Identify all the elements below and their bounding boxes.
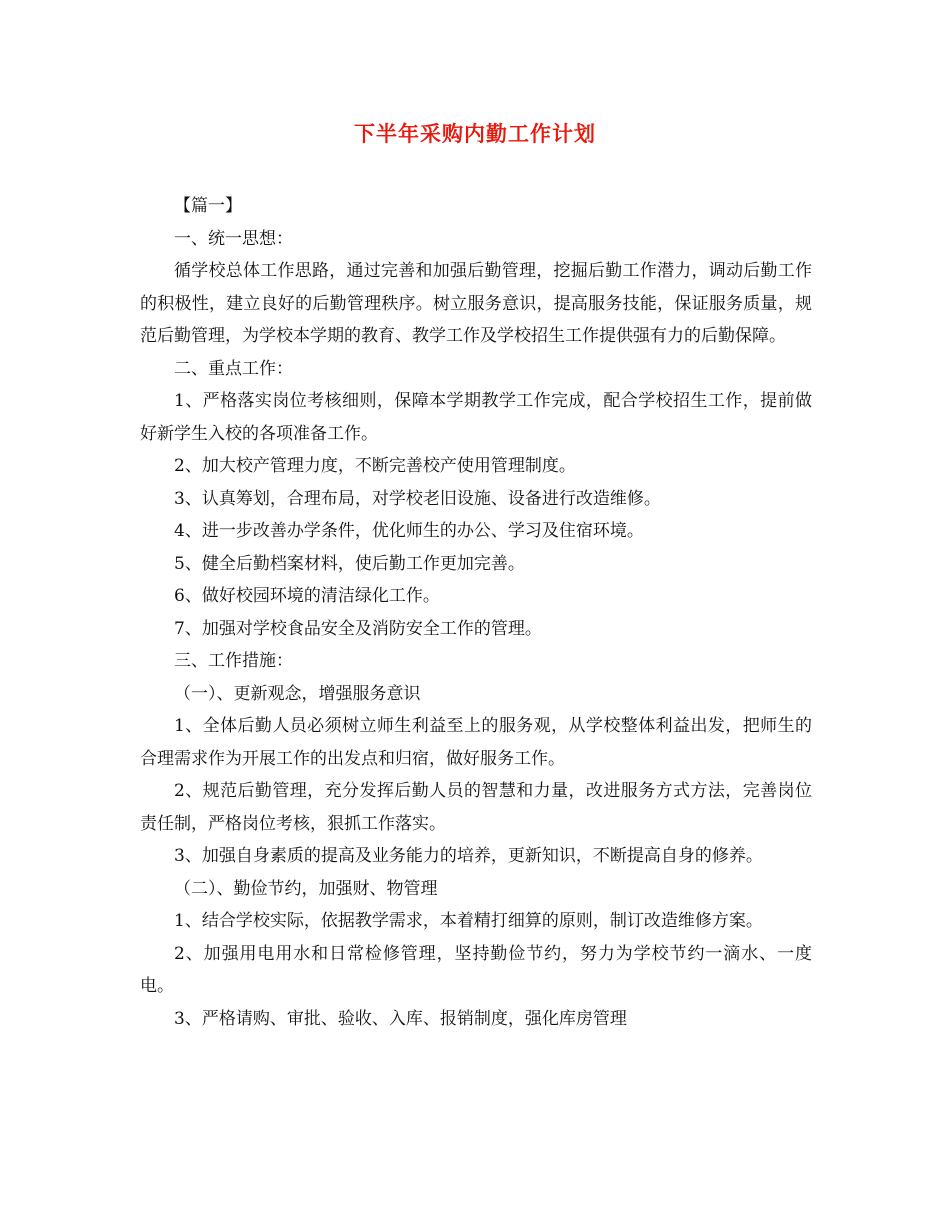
list-item: 2、规范后勤管理，充分发挥后勤人员的智慧和力量，改进服务方式方法，完善岗位责任制，严格岗位考核，狠抓工作落实。 <box>140 781 812 834</box>
document-body <box>140 190 812 1035</box>
list-item: 1、全体后勤人员必须树立师生利益至上的服务观，从学校整体利益出发，把师生的合理需求作为开展工作的出发点和归宿，做好服务工作。 <box>140 716 812 769</box>
list-item: 6、做好校园环境的清洁绿化工作。 <box>174 586 440 606</box>
subheading: （一）、更新观念，增强服务意识 <box>174 683 421 704</box>
heading-3: 三、工作措施： <box>174 651 293 671</box>
paragraph: 循学校总体工作思路，通过完善和加强后勤管理，挖掘后勤工作潜力，调动后勤工作的积极性，建立良好的后勤管理秩序。树立服务意识，提高服务技能，保证服务质量，规范后勤管理，为学校本学期的教育、教学工作及学校招生工作提供强有力的后勤保障。 <box>140 261 812 346</box>
section-tag: 【篇一】 <box>174 196 242 216</box>
document-title: 下半年采购内勤工作计划 <box>354 122 596 146</box>
heading-1: 一、统一思想： <box>174 228 293 249</box>
list-item: 1、严格落实岗位考核细则，保障本学期教学工作完成，配合学校招生工作，提前做好新学生入校的各项准备工作。 <box>140 391 812 444</box>
list-item: 5、健全后勤档案材料，使后勤工作更加完善。 <box>174 553 525 574</box>
list-item: 2、加大校产管理力度，不断完善校产使用管理制度。 <box>174 456 576 476</box>
list-item: 3、严格请购、审批、验收、入库、报销制度，强化库房管理 <box>174 1008 627 1029</box>
heading-2: 二、重点工作： <box>174 358 293 379</box>
subheading: （二）、勤俭节约，加强财、物管理 <box>174 878 438 899</box>
list-item: 3、加强自身素质的提高及业务能力的培养，更新知识，不断提高自身的修养。 <box>174 846 763 866</box>
list-item: 4、进一步改善办学条件，优化师生的办公、学习及住宿环境。 <box>174 521 644 541</box>
list-item: 2、加强用电用水和日常检修管理，坚持勤俭节约，努力为学校节约一滴水、一度电。 <box>140 943 812 996</box>
list-item: 7、加强对学校食品安全及消防安全工作的管理。 <box>174 618 542 639</box>
list-item: 3、认真筹划，合理布局，对学校老旧设施、设备进行改造维修。 <box>174 488 661 509</box>
list-item: 1、结合学校实际，依据教学需求，本着精打细算的原则，制订改造维修方案。 <box>174 911 763 931</box>
